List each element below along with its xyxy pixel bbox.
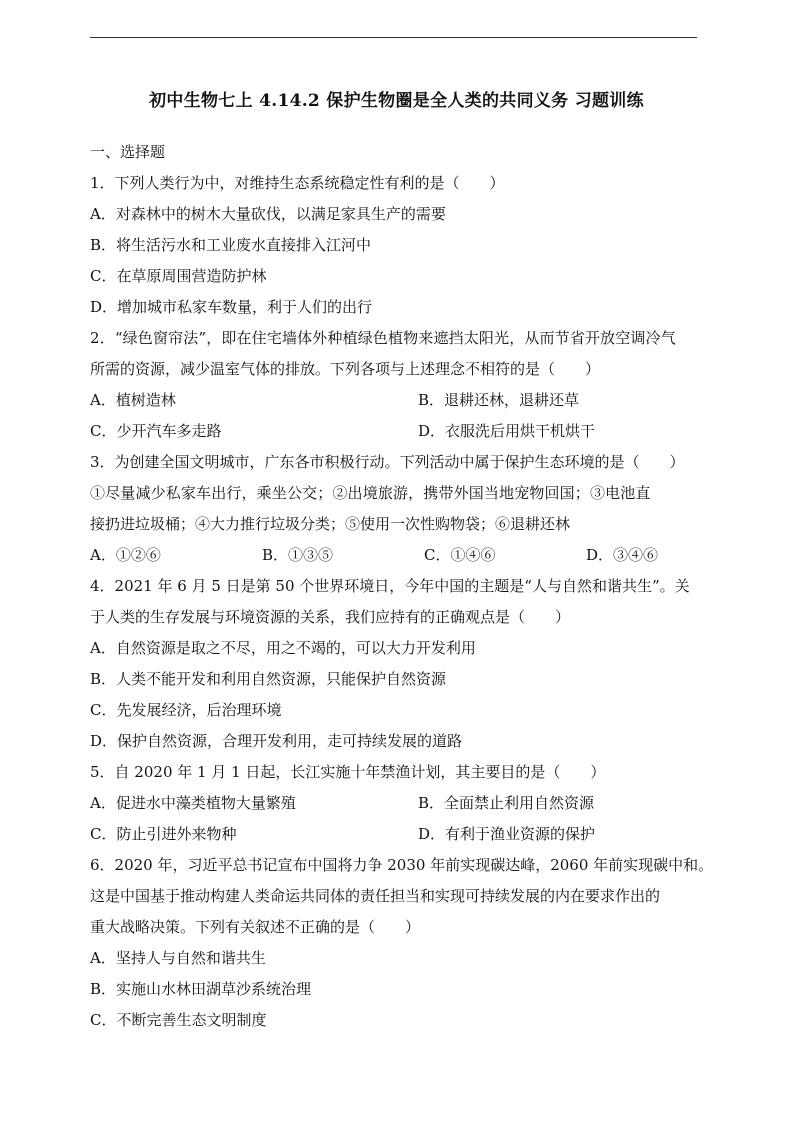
q5-option-d: D．有利于渔业资源的保护 [418,825,596,843]
section-heading: 一、选择题 [90,143,166,161]
q2-stem-line2: 所需的资源，减少温室气体的排放。下列各项与上述理念不相符的是（ ） [90,360,601,378]
q4-option-b: B．人类不能开发和利用自然资源，只能保护自然资源 [90,670,447,688]
q2-stem-line1: 2．“绿色窗帘法”，即在住宅墙体外种植绿色植物来遮挡太阳光，从而节省开放空调冷气 [90,329,676,347]
q5-option-a: A．促进水中藻类植物大量繁殖 [90,794,296,812]
q3-stem: 3．为创建全国文明城市，广东各市积极行动。下列活动中属于保护生态环境的是（ ） [90,453,685,471]
q6-option-c: C．不断完善生态文明制度 [90,1011,267,1029]
q2-options-row2 [90,416,710,447]
q6-stem-line1: 6．2020 年，习近平总书记宣布中国将力争 2030 年前实现碳达峰，2060 年前实现碳中和。 [90,856,714,874]
q5-option-c: C．防止引进外来物种 [90,825,237,843]
q3-items-line2: 接扔进垃圾桶；④大力推行垃圾分类；⑤使用一次性购物袋；⑥退耕还林 [90,515,571,533]
q5-options-row1 [90,788,710,819]
q2-option-b: B．退耕还林，退耕还草 [418,391,580,409]
q6-stem-line3: 重大战略决策。下列有关叙述不正确的是（ ） [90,918,421,936]
q4-option-d: D．保护自然资源，合理开发利用，走可持续发展的道路 [90,732,463,750]
q1-option-a: A．对森林中的树木大量砍伐，以满足家具生产的需要 [90,205,446,223]
q6-option-a: A．坚持人与自然和谐共生 [90,949,266,967]
q2-options-row1 [90,385,710,416]
q6-option-b: B．实施山水林田湖草沙系统治理 [90,980,312,998]
q3-option-a: A．①②⑥ [90,546,161,564]
q2-option-d: D．衣服洗后用烘干机烘干 [418,422,596,440]
q3-options-row [90,540,710,571]
document-title: 初中生物七上 4.14.2 保护生物圈是全人类的共同义务 习题训练 [149,91,644,111]
q3-option-c: C．①④⑥ [424,546,496,564]
q1-stem: 1．下列人类行为中，对维持生态系统稳定性有利的是（ ） [90,174,505,192]
q5-options-row2 [90,819,710,850]
q4-stem-line2: 于人类的生存发展与环境资源的关系，我们应持有的正确观点是（ ） [90,608,571,626]
q3-items-line1: ①尽量减少私家车出行，乘坐公交；②出境旅游，携带外国当地宠物回国；③电池直 [90,484,651,502]
q5-option-b: B．全面禁止利用自然资源 [418,794,595,812]
q6-stem-line2: 这是中国基于推动构建人类命运共同体的责任担当和实现可持续发展的内在要求作出的 [90,887,661,905]
q5-stem: 5．自 2020 年 1 月 1 日起，长江实施十年禁渔计划，其主要目的是（ ） [90,763,606,781]
q1-option-b: B．将生活污水和工业废水直接排入江河中 [90,236,372,254]
q3-option-d: D．③④⑥ [586,546,659,564]
q1-option-c: C．在草原周围营造防护林 [90,267,267,285]
document-body [90,137,714,1036]
q4-option-a: A．自然资源是取之不尽，用之不竭的，可以大力开发利用 [90,639,476,657]
q2-option-a: A．植树造林 [90,391,176,409]
q3-option-b: B．①③⑤ [262,546,334,564]
q4-option-c: C．先发展经济，后治理环境 [90,701,282,719]
q1-option-d: D．增加城市私家车数量，利于人们的出行 [90,298,373,316]
q4-stem-line1: 4．2021 年 6 月 5 日是第 50 个世界环境日，今年中国的主题是“人与自然和谐共生”。关 [90,577,690,595]
header-rule [90,37,697,38]
q2-option-c: C．少开汽车多走路 [90,422,222,440]
